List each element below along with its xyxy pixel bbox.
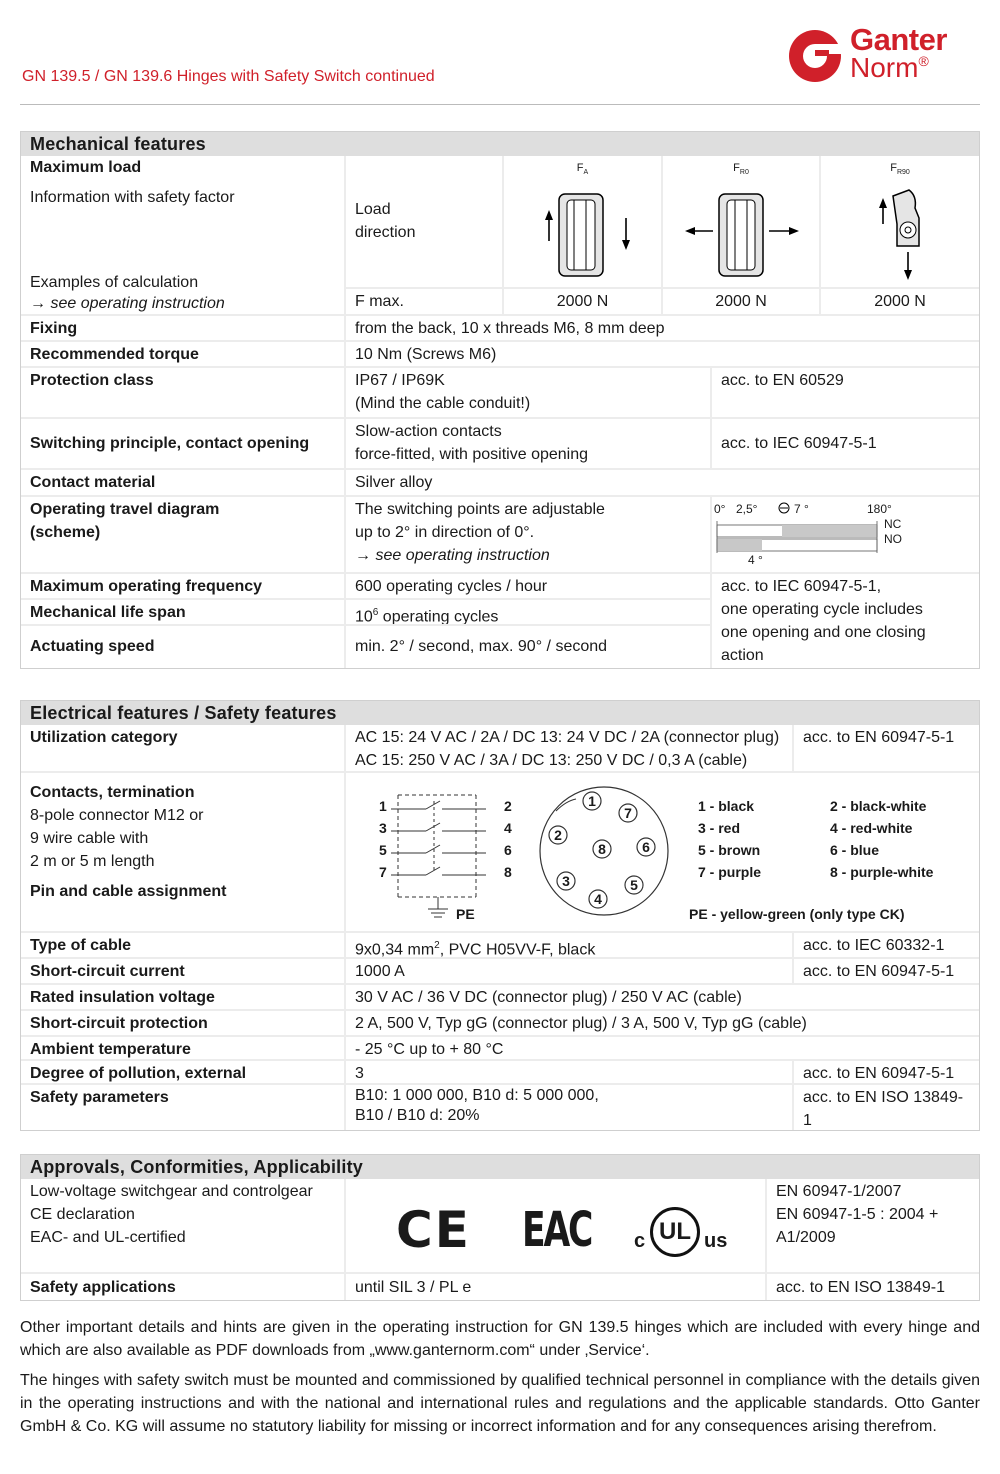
examples-text: Examples of calculation xyxy=(30,274,199,291)
terminal-2: 2 xyxy=(504,798,512,814)
pin-assignment-cell xyxy=(346,773,979,931)
ganter-logo-icon xyxy=(786,24,848,86)
contacts-label-cell: Contacts, termination 8-pole connector M12 or 9 wire cable with 2 m or 5 m length Pin and cable assignment xyxy=(21,773,344,931)
fmax-label: F max. xyxy=(355,293,404,310)
wire-1: 1 - black xyxy=(698,798,755,814)
wire-4: 4 - red-white xyxy=(830,820,913,836)
pollution-value: 3 xyxy=(346,1061,792,1083)
wire-3: 3 - red xyxy=(698,820,741,836)
torque-value: 10 Nm (Screws M6) xyxy=(346,342,979,366)
cable-type-value: 9x0,34 $mm^2$, PVC H05VV-F, black xyxy=(346,933,792,957)
section-title: Electrical features / Safety features xyxy=(21,701,979,725)
life-span-label: Mechanical life span xyxy=(21,600,344,624)
direction-label: direction xyxy=(355,224,416,241)
connector-pin-4: 4 xyxy=(594,891,602,907)
ambient-value: - 25 °C up to + 80 °C xyxy=(346,1037,979,1059)
fixing-value: from the back, 10 x threads M6, 8 mm deep xyxy=(346,316,979,340)
no-label: NO xyxy=(884,532,902,546)
contacts-label: Contacts, termination xyxy=(30,784,195,801)
nc-label: NC xyxy=(884,517,902,531)
life-span-value: $10^6$ operating cycles xyxy=(346,600,710,624)
sc-protection-value: 2 A, 500 V, Typ gG (connector plug) / 3 A, 500 V, Typ gG (cable) xyxy=(346,1011,979,1035)
safety-apps-label: Safety applications xyxy=(21,1274,344,1300)
header-rule xyxy=(20,104,980,105)
hinge-axial-diagram xyxy=(504,156,661,287)
utilization-value: AC 15: 24 V AC / 2A / DC 13: 24 V DC / 2A (connector plug) AC 15: 250 V AC / 3A / DC 13: 250 V DC / 0,3 A (cable) xyxy=(346,725,792,771)
load-direction-cell xyxy=(346,156,502,287)
fmax-fr0-value: 2000 N xyxy=(715,293,767,310)
wire-pe: PE - yellow-green (only type CK) xyxy=(689,906,905,922)
sc-protection-label: Short-circuit protection xyxy=(21,1011,344,1035)
tick-4: 4 ° xyxy=(748,553,763,567)
see-instruction-text: → see operating instruction xyxy=(30,295,225,312)
switching-label: Switching principle, contact opening xyxy=(21,419,344,468)
tick-2-5: 2,5° xyxy=(736,502,758,516)
cycle-standard: acc. to IEC 60947-5-1, one operating cycle includes one opening and one closing action xyxy=(712,574,979,668)
short-circuit-value: 1000 A xyxy=(346,959,792,983)
low-voltage-cell: Low-voltage switchgear and controlgear CE declaration EAC- and UL-certified xyxy=(21,1179,344,1272)
cable-type-label: Type of cable xyxy=(21,933,344,957)
speed-value: min. 2° / second, max. 90° / second xyxy=(346,626,710,668)
ganter-norm-logo xyxy=(786,24,986,86)
switching-standard: acc. to IEC 60947-5-1 xyxy=(712,419,979,468)
safety-params-label: Safety parameters xyxy=(21,1085,344,1130)
pollution-standard: acc. to EN 60947-5-1 xyxy=(794,1061,979,1083)
section-title: Approvals, Conformities, Applicability xyxy=(21,1155,979,1179)
cable-type-standard: acc. to IEC 60332-1 xyxy=(794,933,979,957)
certification-marks-cell xyxy=(346,1179,765,1272)
travel-diagram-text: The switching points are adjustable up to 2° in direction of 0°. → see operating instruction xyxy=(346,497,710,572)
utilization-standard: acc. to EN 60947-5-1 xyxy=(794,725,979,771)
footer-note-1: Other important details and hints are given in the operating instruction for GN 139.5 hinges which are included with every hinge and which are also available as PDF downloads from „www.ganternorm.com“ under ‚Service‘. xyxy=(20,1319,980,1359)
force-fa-cell: $F_A$ xyxy=(504,156,661,287)
terminal-3: 3 xyxy=(379,820,387,836)
fixing-label: Fixing xyxy=(21,316,344,340)
frequency-label: Maximum operating frequency xyxy=(21,574,344,598)
terminal-4: 4 xyxy=(504,820,512,836)
travel-diagram-cell xyxy=(712,497,979,572)
force-fr90-cell: $F_{R90}$ xyxy=(821,156,979,287)
electrical-features-section xyxy=(20,700,980,1131)
eac-mark-icon: EAC xyxy=(522,1202,592,1258)
contact-material-value: Silver alloy xyxy=(346,470,979,495)
wire-5: 5 - brown xyxy=(698,842,761,858)
load-label: Load xyxy=(355,201,391,218)
connector-pin-2: 2 xyxy=(554,827,562,843)
fmax-fr90-value: 2000 N xyxy=(874,293,926,310)
safety-factor-text: Information with safety factor xyxy=(30,189,235,206)
connector-pin-7: 7 xyxy=(624,805,632,821)
torque-label: Recommended torque xyxy=(21,342,344,366)
connector-pin-6: 6 xyxy=(642,839,650,855)
fmax-fr90-cell xyxy=(821,289,979,314)
insulation-value: 30 V AC / 36 V DC (connector plug) / 250 V AC (cable) xyxy=(346,985,979,1009)
safety-params-standard: acc. to EN ISO 13849-1 xyxy=(794,1085,979,1130)
wire-7: 7 - purple xyxy=(698,864,762,880)
terminal-6: 6 xyxy=(504,842,512,858)
insulation-label: Rated insulation voltage xyxy=(21,985,344,1009)
connector-pin-8: 8 xyxy=(598,841,606,857)
wire-6: 6 - blue xyxy=(830,842,880,858)
hinge-radial-diagram xyxy=(663,156,819,287)
connector-pin-5: 5 xyxy=(630,877,638,893)
travel-diagram-label: Operating travel diagram (scheme) xyxy=(21,497,344,572)
mechanical-features-section xyxy=(20,131,980,669)
max-load-label: Maximum load xyxy=(30,159,142,176)
approvals-section xyxy=(20,1154,980,1301)
ul-mark-icon: c UL us xyxy=(634,1205,744,1261)
speed-label: Actuating speed xyxy=(21,626,344,668)
switching-value: Slow-action contacts force-fitted, with positive opening xyxy=(346,419,710,468)
ce-mark-icon: CE xyxy=(396,1201,471,1259)
safety-apps-value: until SIL 3 / PL e xyxy=(346,1274,765,1300)
utilization-label: Utilization category xyxy=(21,725,344,771)
wire-8: 8 - purple-white xyxy=(830,864,934,880)
terminal-5: 5 xyxy=(379,842,387,858)
section-title: Mechanical features xyxy=(21,132,979,156)
protection-standard: acc. to EN 60529 xyxy=(712,368,979,417)
wire-2: 2 - black-white xyxy=(830,798,927,814)
connector-pin-1: 1 xyxy=(588,793,596,809)
hinge-top-diagram xyxy=(821,156,979,287)
ambient-label: Ambient temperature xyxy=(21,1037,344,1059)
page-title: GN 139.5 / GN 139.6 Hinges with Safety Switch continued xyxy=(22,68,435,85)
safety-params-value: B10: 1 000 000, B10 d: 5 000 000, B10 / B10 d: 20% xyxy=(346,1085,792,1130)
short-circuit-standard: acc. to EN 60947-5-1 xyxy=(794,959,979,983)
fmax-fa-cell xyxy=(504,289,661,314)
frequency-value: 600 operating cycles / hour xyxy=(346,574,710,598)
terminal-7: 7 xyxy=(379,864,387,880)
tick-0: 0° xyxy=(714,502,726,516)
terminal-1: 1 xyxy=(379,798,387,814)
max-load-label-cell xyxy=(21,156,344,314)
terminal-8: 8 xyxy=(504,864,512,880)
connector-pin-3: 3 xyxy=(562,873,570,889)
protection-value: IP67 / IP69K (Mind the cable conduit!) xyxy=(346,368,710,417)
protection-label: Protection class xyxy=(21,368,344,417)
contact-material-label: Contact material xyxy=(21,470,344,495)
short-circuit-label: Short-circuit current xyxy=(21,959,344,983)
tick-180: 180° xyxy=(867,502,892,516)
pe-terminal: PE xyxy=(456,906,475,922)
pollution-label: Degree of pollution, external xyxy=(21,1061,344,1083)
safety-apps-standard: acc. to EN ISO 13849-1 xyxy=(767,1274,979,1300)
fmax-label-cell xyxy=(346,289,502,314)
fmax-fa-value: 2000 N xyxy=(556,293,609,310)
standards-cell: EN 60947-1/2007 EN 60947-1-5 : 2004 + A1/2009 xyxy=(767,1179,979,1272)
tick-7: 7 ° xyxy=(794,502,809,516)
fmax-fr0-cell xyxy=(663,289,819,314)
footer-note-2: The hinges with safety switch must be mounted and commissioned by qualified technical personnel in compliance with the details given in the operating instructions and with the national and international rules and regulations and the applicable standards. Otto Ganter GmbH & Co. KG will assume no statutory liability for missing or incorrect information and for any consequences arising therefrom. xyxy=(20,1372,980,1435)
logo-word-ganter: Ganter xyxy=(850,22,947,57)
pin-assignment-label: Pin and cable assignment xyxy=(30,883,227,900)
force-fr0-cell: $F_{R0}$ xyxy=(663,156,819,287)
logo-word-norm: Norm® xyxy=(850,52,929,83)
